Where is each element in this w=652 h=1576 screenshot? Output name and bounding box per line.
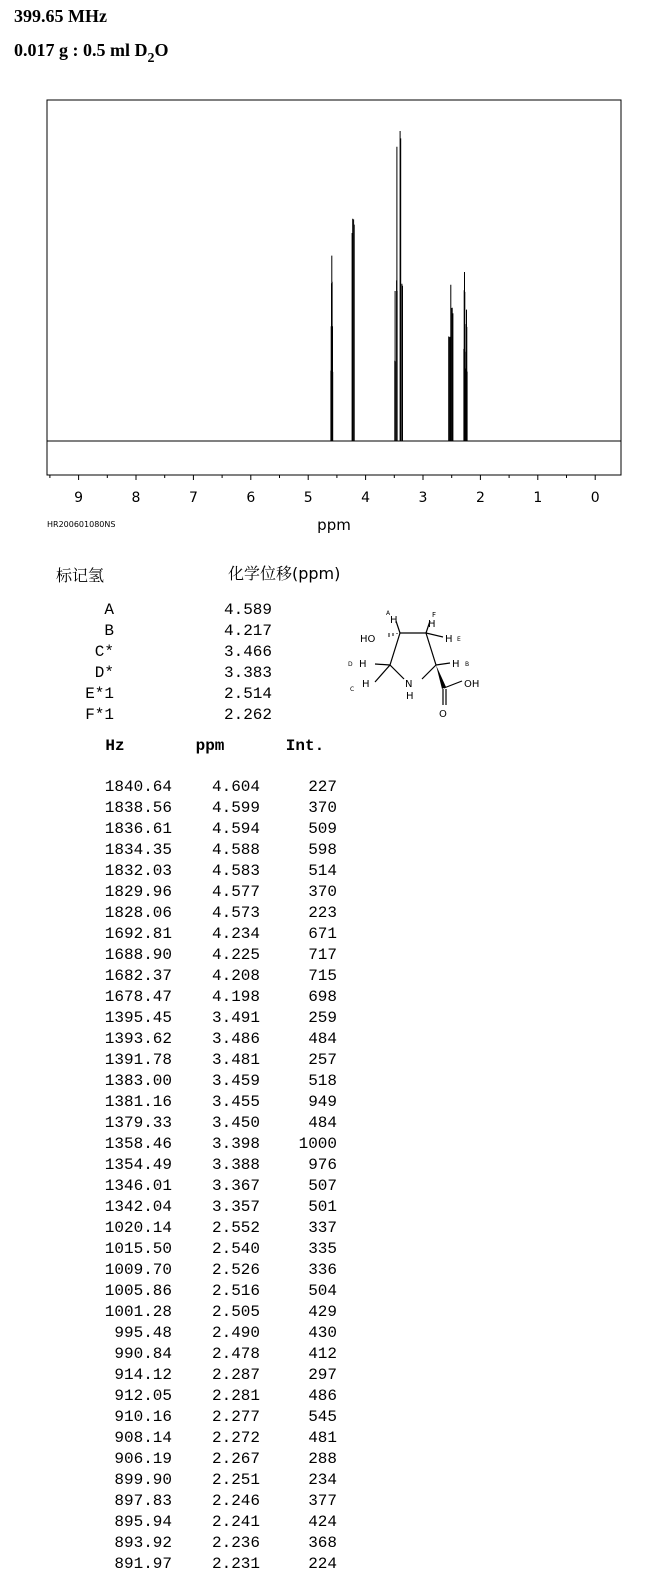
peak-ppm: 2.277 [211, 1408, 260, 1426]
table-row [0, 1135, 652, 1156]
peak-intensity: 429 [308, 1303, 337, 1321]
peak-intensity: 501 [308, 1198, 337, 1216]
table-row [0, 1051, 652, 1072]
peak-ppm: 4.588 [211, 841, 260, 859]
bond-c3-he [426, 633, 443, 637]
peak-intensity: 424 [308, 1513, 337, 1531]
table-row [0, 841, 652, 862]
peak-hz: 1832.03 [104, 862, 172, 880]
table-row [0, 925, 652, 946]
peak-hz: 891.97 [114, 1555, 172, 1573]
peak-ppm: 4.583 [211, 862, 260, 880]
atom-h-d: H [359, 659, 367, 670]
peak-hz: 1678.47 [104, 988, 172, 1006]
peak-hz: 1828.06 [104, 904, 172, 922]
peak-ppm: 2.236 [211, 1534, 260, 1552]
peak-intensity: 336 [308, 1261, 337, 1279]
peak-intensity: 507 [308, 1177, 337, 1195]
assignment-label: C* [94, 643, 114, 661]
peak-ppm: 3.357 [211, 1198, 260, 1216]
table-row [0, 862, 652, 883]
peak-intensity: 370 [308, 799, 337, 817]
sample-prefix: 0.017 g : 0.5 ml D [14, 40, 148, 60]
peak-hz: 1836.61 [104, 820, 172, 838]
atom-oh: OH [464, 679, 480, 690]
peak-hz: 897.83 [114, 1492, 172, 1510]
x-axis-ticks [50, 475, 600, 506]
assignment-label: A [104, 601, 114, 619]
peak-intensity: 257 [308, 1051, 337, 1069]
table-row [0, 1114, 652, 1135]
peak-hz: 1682.37 [104, 967, 172, 985]
table-row [0, 1450, 652, 1471]
peak-table-header-int: Int. [285, 737, 325, 755]
peak-ppm: 2.540 [211, 1240, 260, 1258]
peak-intensity: 598 [308, 841, 337, 859]
peak-hz: 893.92 [114, 1534, 172, 1552]
assignment-shift: 2.514 [224, 685, 273, 703]
table-row [0, 1513, 652, 1534]
table-row [0, 883, 652, 904]
peak-hz: 1342.04 [104, 1198, 172, 1216]
x-tick-label: 8 [131, 490, 141, 506]
peak-ppm: 4.604 [211, 778, 260, 796]
table-row [0, 1324, 652, 1345]
peak-ppm: 2.478 [211, 1345, 260, 1363]
peak-hz: 1688.90 [104, 946, 172, 964]
table-row [0, 1072, 652, 1093]
table-row [0, 946, 652, 967]
x-axis-label: ppm [317, 516, 351, 534]
peak-hz: 908.14 [114, 1429, 172, 1447]
atom-h-n: H [406, 691, 414, 702]
peak-ppm: 2.490 [211, 1324, 260, 1342]
peak-hz: 995.48 [114, 1324, 172, 1342]
spectrometer-frequency: 399.65 MHz [14, 6, 107, 26]
peak-intensity: 368 [308, 1534, 337, 1552]
peak-intensity: 509 [308, 820, 337, 838]
x-tick-label: 3 [418, 490, 428, 506]
peak-intensity: 545 [308, 1408, 337, 1426]
table-row [0, 1240, 652, 1261]
peak-intensity: 486 [308, 1387, 337, 1405]
bond-n-c2 [422, 665, 436, 679]
peak-intensity: 259 [308, 1009, 337, 1027]
sample-suffix: O [154, 40, 169, 60]
peak-ppm: 2.281 [211, 1387, 260, 1405]
assignment-shift: 3.383 [224, 664, 273, 682]
table-row [0, 1093, 652, 1114]
peak-hz: 899.90 [114, 1471, 172, 1489]
peak-hz: 1346.01 [104, 1177, 172, 1195]
peak-ppm: 3.481 [211, 1051, 260, 1069]
peak-ppm: 4.208 [211, 967, 260, 985]
table-row [0, 1534, 652, 1555]
label-c: C [350, 686, 355, 693]
peak-ppm: 4.573 [211, 904, 260, 922]
table-row [0, 967, 652, 988]
peak-ppm: 2.231 [211, 1555, 260, 1573]
assignment-label: E*1 [85, 685, 114, 703]
peak-table-header-ppm: ppm [195, 737, 225, 755]
peak-hz: 914.12 [114, 1366, 172, 1384]
peak-intensity: 717 [308, 946, 337, 964]
peak-hz: 906.19 [114, 1450, 172, 1468]
assignment-shift: 4.217 [224, 622, 273, 640]
x-tick-label: 9 [74, 490, 84, 506]
table-row [0, 1555, 652, 1576]
peak-intensity: 377 [308, 1492, 337, 1510]
table-row [0, 1177, 652, 1198]
peak-ppm: 2.267 [211, 1450, 260, 1468]
peak-lines [331, 131, 467, 441]
peak-ppm: 2.505 [211, 1303, 260, 1321]
peak-intensity: 504 [308, 1282, 337, 1300]
label-f: F [432, 611, 437, 619]
table-row [0, 1261, 652, 1282]
table-row [0, 778, 652, 799]
table-row [0, 820, 652, 841]
peak-intensity: 481 [308, 1429, 337, 1447]
peak-ppm: 4.234 [211, 925, 260, 943]
assignment-label: D* [94, 664, 114, 682]
table-row [0, 1366, 652, 1387]
x-tick-label: 7 [188, 490, 198, 506]
peak-hz: 1001.28 [104, 1303, 172, 1321]
peak-intensity: 518 [308, 1072, 337, 1090]
peak-hz: 1379.33 [104, 1114, 172, 1132]
peak-ppm: 2.246 [211, 1492, 260, 1510]
plot-frame [47, 100, 621, 475]
peak-hz: 1395.45 [104, 1009, 172, 1027]
peak-hz: 1834.35 [104, 841, 172, 859]
peak-ppm: 4.198 [211, 988, 260, 1006]
assignment-shift: 3.466 [224, 643, 273, 661]
bond-c5-hc [375, 665, 390, 682]
peak-ppm: 3.367 [211, 1177, 260, 1195]
shift-column-header: 化学位移(ppm) [228, 564, 341, 583]
peak-hz: 1391.78 [104, 1051, 172, 1069]
table-row [0, 988, 652, 1009]
peak-intensity: 227 [308, 778, 337, 796]
peak-ppm: 4.594 [211, 820, 260, 838]
peak-ppm: 4.225 [211, 946, 260, 964]
table-row [0, 1198, 652, 1219]
atom-ho: HO [360, 634, 376, 645]
label-a: A [386, 610, 391, 617]
bond-c2-hb [436, 663, 450, 665]
peak-intensity: 234 [308, 1471, 337, 1489]
nmr-spectrum-chart [0, 95, 652, 540]
peak-ppm: 3.455 [211, 1093, 260, 1111]
peak-ppm: 2.251 [211, 1471, 260, 1489]
table-row [0, 1009, 652, 1030]
peak-ppm: 2.552 [211, 1219, 260, 1237]
bond-c3-c2 [426, 633, 436, 665]
assignment-shift: 4.589 [224, 601, 273, 619]
peak-ppm: 2.516 [211, 1282, 260, 1300]
peak-intensity: 949 [308, 1093, 337, 1111]
peak-intensity: 412 [308, 1345, 337, 1363]
hash-c4-oh [389, 633, 397, 637]
table-row [0, 904, 652, 925]
peak-hz: 912.05 [114, 1387, 172, 1405]
label-e: E [457, 636, 461, 643]
bond-c4-c5 [390, 633, 400, 665]
sample-concentration [14, 40, 169, 67]
table-row [0, 1156, 652, 1177]
peak-hz: 1358.46 [104, 1135, 172, 1153]
x-tick-label: 0 [590, 490, 600, 506]
peak-table-header-hz: Hz [105, 737, 125, 755]
peak-intensity: 484 [308, 1030, 337, 1048]
atom-o: O [439, 709, 447, 720]
sample-subscript: 2 [147, 51, 155, 66]
bond-c5-n [390, 665, 404, 679]
peak-hz: 1009.70 [104, 1261, 172, 1279]
bond-c-oh [444, 681, 462, 688]
x-tick-label: 5 [303, 490, 313, 506]
peak-ppm: 3.398 [211, 1135, 260, 1153]
peak-intensity: 337 [308, 1219, 337, 1237]
peak-ppm: 3.491 [211, 1009, 260, 1027]
peak-intensity: 671 [308, 925, 337, 943]
peak-ppm: 4.599 [211, 799, 260, 817]
peak-intensity: 224 [308, 1555, 337, 1573]
peak-intensity: 288 [308, 1450, 337, 1468]
bond-c5-hd [375, 664, 390, 665]
peak-hz: 1354.49 [104, 1156, 172, 1174]
assignment-label: B [104, 622, 114, 640]
peak-ppm: 4.577 [211, 883, 260, 901]
peak-intensity: 297 [308, 1366, 337, 1384]
atom-h-e: H [445, 634, 453, 645]
table-row [0, 799, 652, 820]
table-row [0, 1219, 652, 1240]
peak-hz: 895.94 [114, 1513, 172, 1531]
assignment-shift: 2.262 [224, 706, 273, 724]
hydroxyproline-structure [340, 603, 500, 723]
x-tick-label: 4 [361, 490, 371, 506]
atom-h-a: H [390, 615, 398, 626]
peak-ppm: 2.241 [211, 1513, 260, 1531]
peak-intensity: 430 [308, 1324, 337, 1342]
peak-ppm: 2.272 [211, 1429, 260, 1447]
peak-hz: 1838.56 [104, 799, 172, 817]
peak-hz: 1692.81 [104, 925, 172, 943]
table-row [0, 1345, 652, 1366]
peak-ppm: 3.459 [211, 1072, 260, 1090]
table-row [0, 1408, 652, 1429]
table-row [0, 1492, 652, 1513]
peak-intensity: 698 [308, 988, 337, 1006]
peak-hz: 1381.16 [104, 1093, 172, 1111]
table-row [0, 1303, 652, 1324]
peak-hz: 1005.86 [104, 1282, 172, 1300]
atom-h-b: H [452, 659, 460, 670]
assignment-label: F*1 [85, 706, 114, 724]
table-row [0, 1030, 652, 1051]
peak-ppm: 3.486 [211, 1030, 260, 1048]
peak-ppm: 2.287 [211, 1366, 260, 1384]
peak-hz: 910.16 [114, 1408, 172, 1426]
peak-ppm: 2.526 [211, 1261, 260, 1279]
x-tick-label: 2 [475, 490, 485, 506]
wedge-c2-cooh [436, 665, 446, 689]
x-tick-label: 6 [246, 490, 256, 506]
atom-n: N [405, 679, 413, 690]
peak-ppm: 3.388 [211, 1156, 260, 1174]
peak-intensity: 715 [308, 967, 337, 985]
peak-intensity: 976 [308, 1156, 337, 1174]
atom-h-c: H [362, 679, 370, 690]
peak-intensity: 370 [308, 883, 337, 901]
table-row [0, 1282, 652, 1303]
table-row [0, 1471, 652, 1492]
peak-hz: 1840.64 [104, 778, 172, 796]
label-b: B [465, 661, 470, 668]
peak-intensity: 514 [308, 862, 337, 880]
table-row [0, 1387, 652, 1408]
peak-hz: 1829.96 [104, 883, 172, 901]
peak-intensity: 484 [308, 1114, 337, 1132]
x-tick-label: 1 [533, 490, 543, 506]
peak-hz: 1393.62 [104, 1030, 172, 1048]
peak-intensity: 223 [308, 904, 337, 922]
peak-intensity: 1000 [298, 1135, 337, 1153]
peak-ppm: 3.450 [211, 1114, 260, 1132]
label-d: D [348, 661, 353, 668]
peak-hz: 1020.14 [104, 1219, 172, 1237]
spectrum-id: HR200601080NS [47, 520, 116, 529]
peak-intensity: 335 [308, 1240, 337, 1258]
peak-hz: 1383.00 [104, 1072, 172, 1090]
peak-hz: 1015.50 [104, 1240, 172, 1258]
peak-hz: 990.84 [114, 1345, 172, 1363]
atom-h-f: H [428, 619, 436, 630]
table-row [0, 1429, 652, 1450]
label-column-header: 标记氢 [56, 566, 105, 585]
